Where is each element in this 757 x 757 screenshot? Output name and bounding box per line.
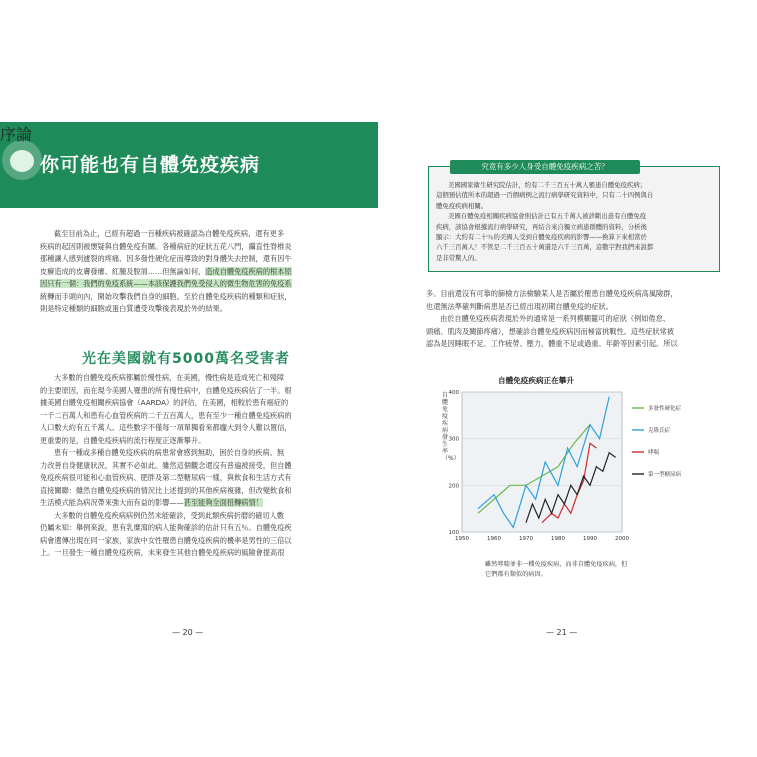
chart xyxy=(442,384,742,554)
text-line: 病會遺傳出現在同一家族，家族中女性罹患自體免疫疾病的機率是男性的三倍以 xyxy=(40,535,292,545)
text-line: 患有一種或多種自體免疫疾病的病患常會感到無助，困於自身的疾病、無 xyxy=(54,448,285,457)
text-line xyxy=(40,497,340,510)
y-tick-label: 200 xyxy=(448,483,459,490)
highlight-text: 因只有一個：我們的免疫系統——本該保護我們免受侵入的微生物危害的免疫系 xyxy=(40,279,292,288)
text-line: 大多數的自體免疫疾病病例仍然未能確診，受到此類疾病折磨的確切人數 xyxy=(54,510,285,520)
chapter-label: 序論 xyxy=(0,125,33,144)
x-tick-label: 2000 xyxy=(615,536,629,542)
x-tick-label: 1980 xyxy=(551,536,565,542)
chart-y-axis-label: 自體免疫疾病發生率（%） xyxy=(442,392,460,462)
text-line: 這個預估值所本的超過一百個病例之流行病學研究資料中，只有二十四例與自 xyxy=(436,191,654,200)
x-tick-label: 1960 xyxy=(487,536,501,542)
y-tick-label: 400 xyxy=(448,390,459,396)
text-line: 人口數大約有五千萬人。這些數字不僅每一項單獨看來都龐大到令人難以置信， xyxy=(40,423,292,432)
page-title: 你可能也有自體免疫疾病 xyxy=(40,154,261,176)
text-line: 顯示：大約有二十％的美國人受到自體免疫疾病的影響——換算下來相當於 xyxy=(436,233,647,242)
text-line: 大多數的自體免疫疾病都屬於慢性病，在美國，慢性病是造成死亡和殘障 xyxy=(54,373,285,382)
text-line: 體免疫疾病相關。 xyxy=(436,201,488,210)
chart-title: 自體免疫疾病正在攀升 xyxy=(498,376,574,385)
text-line: 疾病的起因則被懷疑與自體免疫有關。各種病症的症狀五花八門，攝直性脊椎炎 xyxy=(40,241,292,251)
text-line: 認為是因睡眠不足、工作疲勞、壓力，體重不足或過重、年齡等因素引起。所以 xyxy=(426,339,678,348)
text-span: 皮癬造成的皮膚發癢、紅腫及脫屑……但無論如何， xyxy=(40,266,206,276)
intro-paragraph xyxy=(40,228,340,316)
legend-label: 第一型糖尿病 xyxy=(648,472,682,478)
text-line: 美國自體免疫相關疾病協會則估計已有五千萬人被診斷出患有自體免疫 xyxy=(448,212,647,221)
plot-area xyxy=(462,392,622,532)
legend-label: 哮喘 xyxy=(648,450,660,456)
highlight-text: 甚至能夠全面扭轉病情！ xyxy=(183,498,263,507)
y-tick-label: 100 xyxy=(448,530,459,536)
text-line: 由於自體免疫疾病表現於外的通常是一系列模糊籠可的症狀（例如倦怠、 xyxy=(440,314,671,323)
text-line: 力改善自身健康狀況，其實不必如此。雖然這個觀念還沒有普遍被接受，但自體 xyxy=(40,460,292,470)
page-number: — 20 — xyxy=(172,628,204,637)
text-line: 一千二百萬人和患有心血管疾病的二千五百萬人，患有至少一種自體免疫疾病的 xyxy=(40,410,292,420)
x-tick-label: 1970 xyxy=(519,536,533,542)
text-line: 美國國家衛生研究院估計，約有二千三百五十萬人罹患自體免疫疾病； xyxy=(448,181,647,189)
sidebar-box-text xyxy=(436,180,711,263)
text-line: 那種讓人感到遽裂的疼痛、因多發性硬化症而導致的對身體失去控制，還有因牛 xyxy=(40,254,292,263)
text-line: 多。目前還沒有可靠的篩檢方法檢驗某人是否屬於罹患自體免疫疾病高風險群， xyxy=(426,289,678,298)
text-line: 仍屬未知：舉例來說，患有乳糜瀉的病人能夠確診的估計只有五％。自體免疫疾 xyxy=(40,523,292,532)
text-line: 直接關聯：雖然自體免疫疾病的情況比上述提到的其他疾病複雜，但改變飲食和 xyxy=(40,485,292,495)
chart-caption xyxy=(485,560,685,580)
sidebar-box-title: 究竟有多少人身受自體免疫疾病之苦？ xyxy=(450,160,640,174)
section-title: 光在美國就有5000萬名受害者 xyxy=(82,351,290,367)
text-span: 生活模式能為病況帶來強大而有益的影響—— xyxy=(40,498,184,507)
text-line: 據美國自體免疫相關疾病協會（AARDA）的評估，在美國，相較於患有癌症的 xyxy=(40,398,289,407)
text-line xyxy=(40,278,340,291)
text-line: 它們都有類似的病因。 xyxy=(485,571,547,578)
x-tick-label: 1990 xyxy=(583,536,597,542)
text-line: 的主要原因，而在現今美國人罹患的所有慢性病中，自體免疫疾病佔了一半。根 xyxy=(40,385,292,395)
text-line: 雖然哮喘並非一種免疫疾病，而非自體免疫疾病，但 xyxy=(485,561,628,568)
text-line: 統轉而手頭向內，開始攻擊我們自身的細胞。至於自體免疫疾病的種類和症狀， xyxy=(40,291,292,301)
legend-label: 多發性硬化症 xyxy=(648,406,682,412)
text-line: 也還無法準確判斷病患是否已經出現初期自體免疫的症狀。 xyxy=(426,301,613,311)
text-line: 截至目前為止，已經有超過一百種疾病被確認為自體免疫疾病，還有更多 xyxy=(54,229,285,238)
right-page xyxy=(380,0,757,757)
text-line: 是非常驚人的。 xyxy=(436,253,481,262)
text-line: 六千三百萬人！不管是二千三百五十萬還是六千三百萬，這數字對我們來說都 xyxy=(436,243,654,252)
text-line: 頭痛、肌肉及關節疼痛），想確診自體免疫疾病因而極富挑戰性。這些症狀常被 xyxy=(426,326,674,336)
body-paragraph xyxy=(426,288,726,351)
legend-label: 克隆氏症 xyxy=(648,428,671,434)
cell-icon xyxy=(10,150,34,172)
x-tick-label: 1950 xyxy=(455,536,469,542)
text-line: 疾病，該協會根據流行病學研究，再結合來自獨立病患群體的資料，分析後 xyxy=(436,222,647,231)
highlight-text: 造成自體免疫疾病的根本原 xyxy=(205,266,292,276)
body-paragraph xyxy=(40,372,340,560)
text-line: 更重要的是，自體免疫疾病的流行程度正逐漸攀升。 xyxy=(40,435,206,445)
text-line: 則是特定種類的細胞或蛋白質遭受攻擊後表現於外的結果。 xyxy=(40,304,227,313)
text-line xyxy=(40,266,340,279)
page-number: — 21 — xyxy=(546,628,578,637)
left-page xyxy=(0,0,378,757)
text-line: 免疫疾病很可能和心血管疾病、肥胖及第二型糖尿病一樣，與飲食和生活方式有 xyxy=(40,473,292,482)
y-tick-label: 300 xyxy=(448,436,459,443)
text-line: 上。一旦發生一種自體免疫疾病，未來發生其他自體免疫疾病的風險會提高很 xyxy=(40,548,285,557)
